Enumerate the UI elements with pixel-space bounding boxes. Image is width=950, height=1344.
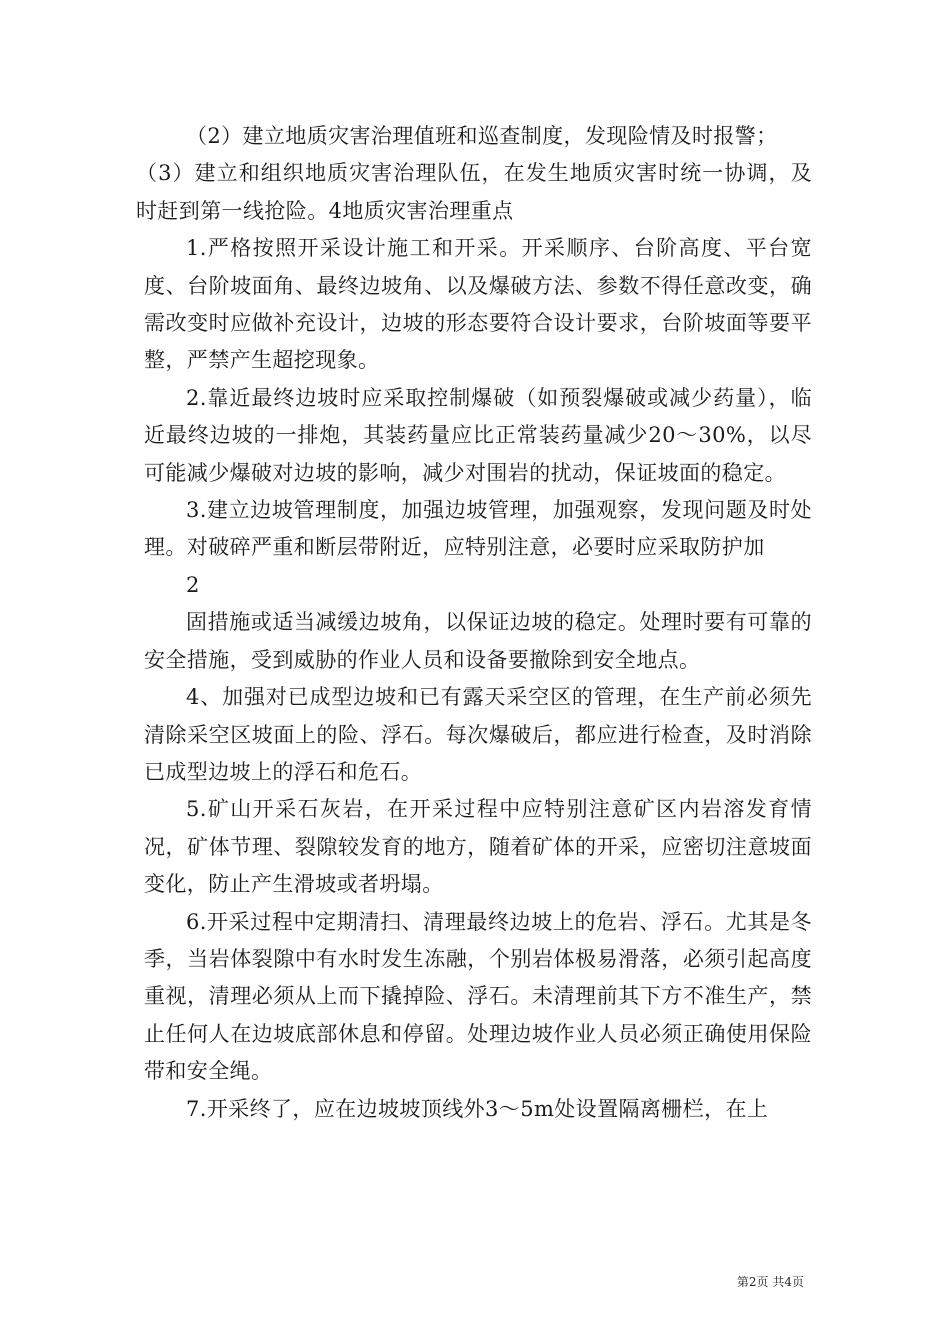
inline-page-number: 2 [186, 572, 200, 597]
document-body [136, 118, 812, 1128]
paragraph-point-6: 6.开采过程中定期清扫、清理最终边坡上的危岩、浮石。尤其是冬季，当岩体裂隙中有水时发生冻融，个别岩体极易滑落，必须引起高度重视，清理必须从上而下撬掉险、浮石。未清理前其下方不准生产，禁止任何人在边坡底部休息和停留。处理边坡作业人员必须正确使用保险带和安全绳。 [144, 909, 812, 1084]
paragraph-point-3-continued: 固措施或适当减缓边坡角，以保证边坡的稳定。处理时要有可靠的安全措施，受到威胁的作业人员和设备要撤除到安全地点。 [144, 610, 812, 672]
paragraph-point-7: 7.开采终了，应在边坡坡顶线外3～5m处设置隔离栅栏，在上 [186, 1096, 769, 1121]
page-footer: 第2页 共4页 [736, 1275, 804, 1289]
paragraph-point-1: 1.严格按照开采设计施工和开采。开采顺序、台阶高度、平台宽度、台阶坡面角、最终边坡角、以及爆破方法、参数不得任意改变，确需改变时应做补充设计，边坡的形态要符合设计要求，台阶坡面等要平整，严禁产生超挖现象。 [144, 236, 812, 373]
paragraph-item-3: （3）建立和组织地质灾害治理队伍，在发生地质灾害时统一协调，及时赶到第一线抢险。4地质灾害治理重点 [136, 161, 812, 223]
paragraph-point-2: 2.靠近最终边坡时应采取控制爆破（如预裂爆破或减少药量），临近最终边坡的一排炮，其装药量应比正常装药量减少20～30%，以尽可能减少爆破对边坡的影响，减少对围岩的扰动，保证坡面的稳定。 [144, 385, 812, 485]
paragraph-point-3: 3.建立边坡管理制度，加强边坡管理，加强观察，发现问题及时处理。对破碎严重和断层带附近，应特别注意，必要时应采取防护加 [144, 498, 812, 560]
paragraph-point-4: 4、加强对已成型边坡和已有露天采空区的管理，在生产前必须先清除采空区坡面上的险、浮石。每次爆破后，都应进行检查，及时消除已成型边坡上的浮石和危石。 [144, 685, 812, 784]
paragraph-item-2: （2）建立地质灾害治理值班和巡查制度，发现险情及时报警； [186, 124, 778, 148]
paragraph-point-5: 5.矿山开采石灰岩，在开采过程中应特别注意矿区内岩溶发育情况，矿体节理、裂隙较发育的地方，随着矿体的开采，应密切注意坡面变化，防止产生滑坡或者坍塌。 [144, 797, 812, 897]
